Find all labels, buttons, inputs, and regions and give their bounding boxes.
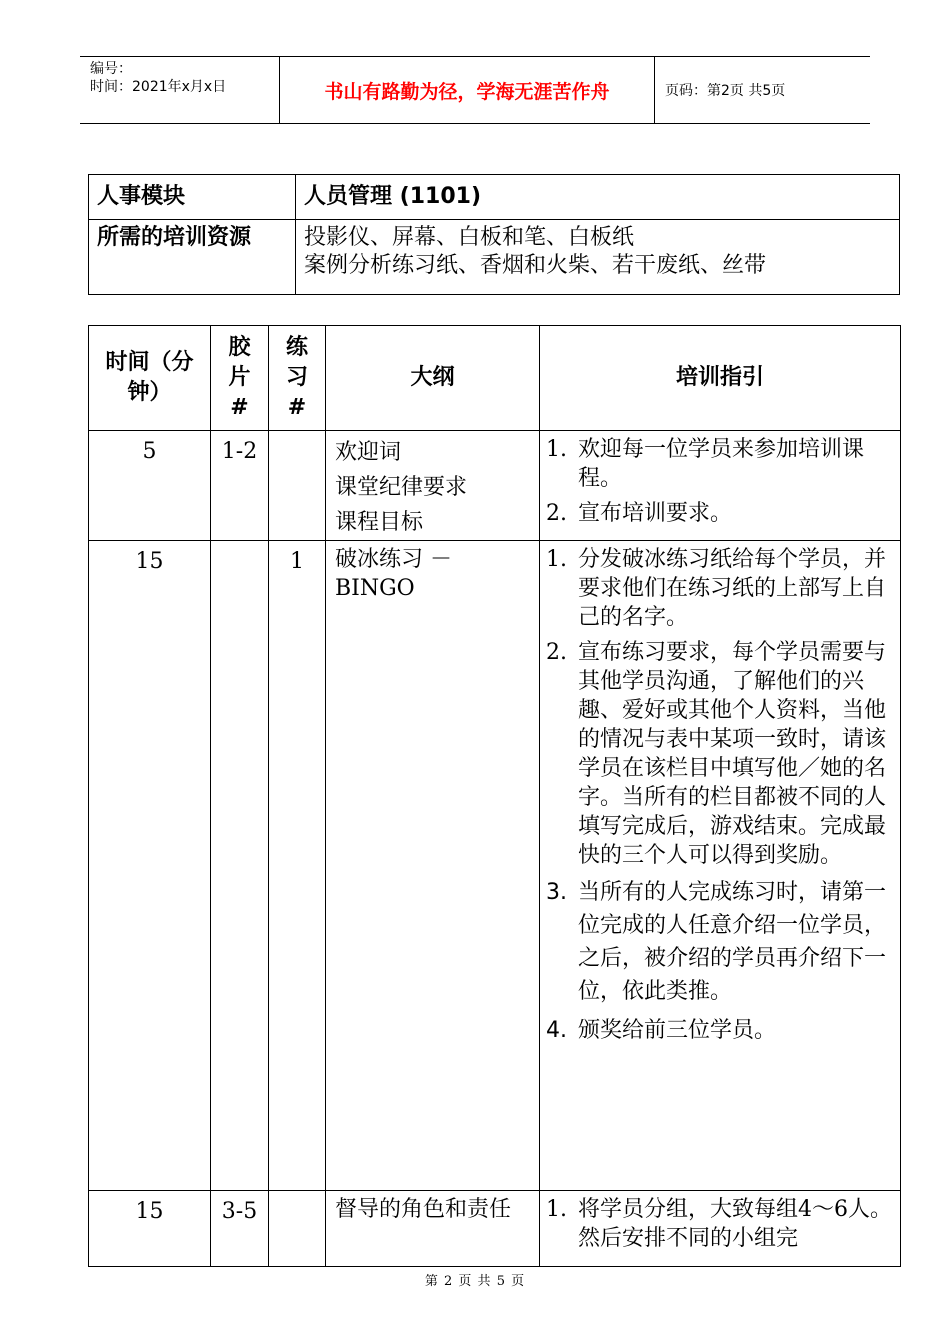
row-guide (540, 541, 901, 1191)
table-header-row (89, 326, 901, 431)
row-outline (326, 1191, 540, 1267)
header-number-label: 编号： (90, 61, 132, 77)
module-value: 人员管理 (1101) (296, 175, 900, 220)
header-guide: 培训指引 (540, 326, 901, 431)
row-exercise (269, 1191, 326, 1267)
guide-item-text: 分发破冰练习纸给每个学员，并要求他们在练习纸的上部写上自己的名字。 (578, 547, 887, 630)
resources-value (296, 220, 900, 295)
resources-row (89, 220, 900, 295)
guide-item (546, 435, 894, 493)
guide-list (546, 1195, 894, 1253)
row-time: 15 (89, 541, 211, 1191)
row-guide (540, 1191, 901, 1267)
outline-item: 欢迎词 (335, 440, 402, 465)
guide-item-text: 欢迎每一位学员来参加培训课程。 (578, 437, 865, 491)
header-time-label: 时间：2021年x月x日 (90, 79, 227, 95)
header-meta (80, 57, 280, 123)
guide-item-text: 宣布培训要求。 (578, 501, 733, 526)
row-outline (326, 541, 540, 1191)
row-slide: 3-5 (211, 1191, 269, 1267)
guide-item-text: 当所有的人完成练习时，请第一位完成的人任意介绍一位学员，之后，被介绍的学员再介绍下一位，依此类推。 (578, 880, 887, 1004)
table-row (89, 431, 901, 541)
header-motto: 书山有路勤为径，学海无涯苦作舟 (280, 57, 655, 123)
table-row (89, 541, 901, 1191)
page-header (80, 56, 870, 124)
row-time: 15 (89, 1191, 211, 1267)
guide-item (546, 876, 894, 1008)
row-time: 5 (89, 431, 211, 541)
header-outline: 大纲 (326, 326, 540, 431)
guide-item-number: 1. (546, 1197, 567, 1222)
guide-item-number: 1. (546, 437, 567, 462)
module-label: 人事模块 (89, 175, 296, 220)
resources-label: 所需的培训资源 (89, 220, 296, 295)
row-outline (326, 431, 540, 541)
header-slide: 胶片# (211, 326, 269, 431)
resources-line: 案例分析练习纸、香烟和火柴、若干废纸、丝带 (304, 253, 767, 278)
outline-item: 破冰练习 － BINGO (335, 547, 452, 601)
guide-item-number: 3. (546, 880, 567, 905)
guide-item (546, 1014, 894, 1047)
guide-item-number: 2. (546, 501, 567, 526)
guide-item-text: 将学员分组，大致每组4～6人。然后安排不同的小组完 (578, 1197, 892, 1251)
row-exercise: 1 (269, 541, 326, 1191)
guide-item (546, 499, 894, 528)
module-info-table (88, 174, 900, 295)
guide-item (546, 638, 894, 870)
resources-line: 投影仪、屏幕、白板和笔、白板纸 (304, 225, 635, 250)
row-slide: 1-2 (211, 431, 269, 541)
header-page-code: 页码：第2页 共5页 (665, 83, 786, 99)
table-row (89, 1191, 901, 1267)
row-guide (540, 431, 901, 541)
guide-item-text: 宣布练习要求，每个学员需要与其他学员沟通，了解他们的兴趣、爱好或其他个人资料，当他的情况与表中某项一致时，请该学员在该栏目中填写他／她的名字。当所有的栏目都被不同的人填写完成后，游戏结束。完成最快的三个人可以得到奖励。 (578, 640, 887, 868)
guide-item-number: 2. (546, 640, 567, 665)
row-exercise (269, 431, 326, 541)
outline-item: 督导的角色和责任 (335, 1197, 512, 1222)
guide-item (546, 1195, 894, 1253)
header-time: 时间（分钟） (89, 326, 211, 431)
outline-item: 课程目标 (335, 510, 424, 535)
guide-item-number: 1. (546, 547, 567, 572)
guide-list (546, 545, 894, 1047)
training-schedule-table (88, 325, 901, 1267)
row-slide (211, 541, 269, 1191)
guide-list (546, 435, 894, 528)
guide-item-text: 颁奖给前三位学员。 (578, 1018, 777, 1043)
guide-item-number: 4. (546, 1018, 567, 1043)
guide-item (546, 545, 894, 632)
header-exercise: 练习# (269, 326, 326, 431)
page-footer: 第 2 页 共 5 页 (424, 1274, 526, 1289)
outline-item: 课堂纪律要求 (335, 475, 468, 500)
module-row (89, 175, 900, 220)
